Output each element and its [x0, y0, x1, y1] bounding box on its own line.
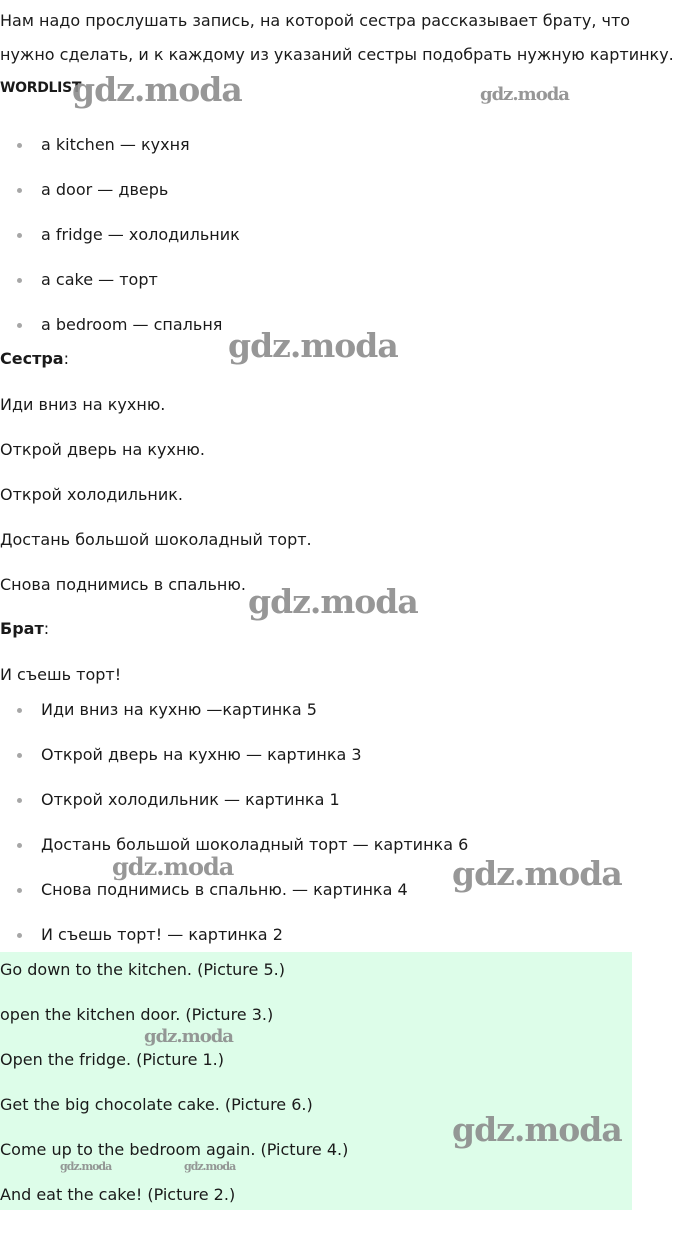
list-item: Иди вниз на кухню —картинка 5: [0, 699, 468, 744]
bullet-icon: [17, 233, 22, 238]
translation-line: Open the fridge. (Picture 1.): [0, 1050, 225, 1069]
intro-paragraph: Нам надо прослушать запись, на которой сестра рассказывает брату, что нужно сделать, и к каждому из указаний сестры подобрать нужную картинку.: [0, 11, 674, 64]
dialog-line: Открой холодильник.: [0, 485, 184, 504]
list-item: Открой дверь на кухню — картинка 3: [0, 744, 468, 789]
translation-line: open the kitchen door. (Picture 3.): [0, 1005, 274, 1024]
list-item: a bedroom — спальня: [0, 314, 240, 359]
list-item: Достань большой шоколадный торт — картинка 6: [0, 834, 468, 879]
list-item: a kitchen — кухня: [0, 134, 240, 179]
translation-line: Get the big chocolate cake. (Picture 6.): [0, 1095, 313, 1114]
list-item: a cake — торт: [0, 269, 240, 314]
watermark-logo: gdz.moda: [60, 1160, 112, 1173]
bullet-icon: [17, 323, 22, 328]
list-item: a fridge — холодильник: [0, 224, 240, 269]
brother-label: Брат:: [0, 619, 50, 638]
bullet-icon: [17, 278, 22, 283]
watermark-logo: gdz.moda: [228, 326, 398, 365]
watermark-logo: gdz.moda: [248, 582, 418, 621]
list-item: Снова поднимись в спальню. — картинка 4: [0, 879, 468, 924]
watermark-logo: gdz.moda: [72, 70, 242, 109]
answers-list: [0, 699, 468, 969]
dialog-line: Открой дверь на кухню.: [0, 440, 205, 459]
wordlist-heading: WORDLIST: [0, 80, 82, 96]
dialog-line: И съешь торт!: [0, 665, 122, 684]
watermark-logo: gdz.moda: [452, 854, 622, 893]
watermark-logo: gdz.moda: [144, 1026, 233, 1047]
list-item: И съешь торт! — картинка 2: [0, 924, 468, 969]
bullet-icon: [17, 753, 22, 758]
bullet-icon: [17, 933, 22, 938]
translation-line: And eat the cake! (Picture 2.): [0, 1185, 236, 1204]
watermark-logo: gdz.moda: [452, 1110, 622, 1149]
dialog-line: Иди вниз на кухню.: [0, 395, 166, 414]
dialog-line: Снова поднимись в спальню.: [0, 575, 246, 594]
watermark-logo: gdz.moda: [112, 852, 234, 881]
watermark-logo: gdz.moda: [480, 84, 569, 105]
list-item: a door — дверь: [0, 179, 240, 224]
wordlist: [0, 134, 240, 359]
bullet-icon: [17, 188, 22, 193]
bullet-icon: [17, 143, 22, 148]
bullet-icon: [17, 798, 22, 803]
bullet-icon: [17, 888, 22, 893]
list-item: Открой холодильник — картинка 1: [0, 789, 468, 834]
bullet-icon: [17, 843, 22, 848]
dialog-line: Достань большой шоколадный торт.: [0, 530, 312, 549]
sister-label: Сестра:: [0, 349, 69, 368]
translation-line: Come up to the bedroom again. (Picture 4.): [0, 1140, 349, 1159]
bullet-icon: [17, 708, 22, 713]
translation-line: Go down to the kitchen. (Picture 5.): [0, 960, 285, 979]
watermark-logo: gdz.moda: [184, 1160, 236, 1173]
